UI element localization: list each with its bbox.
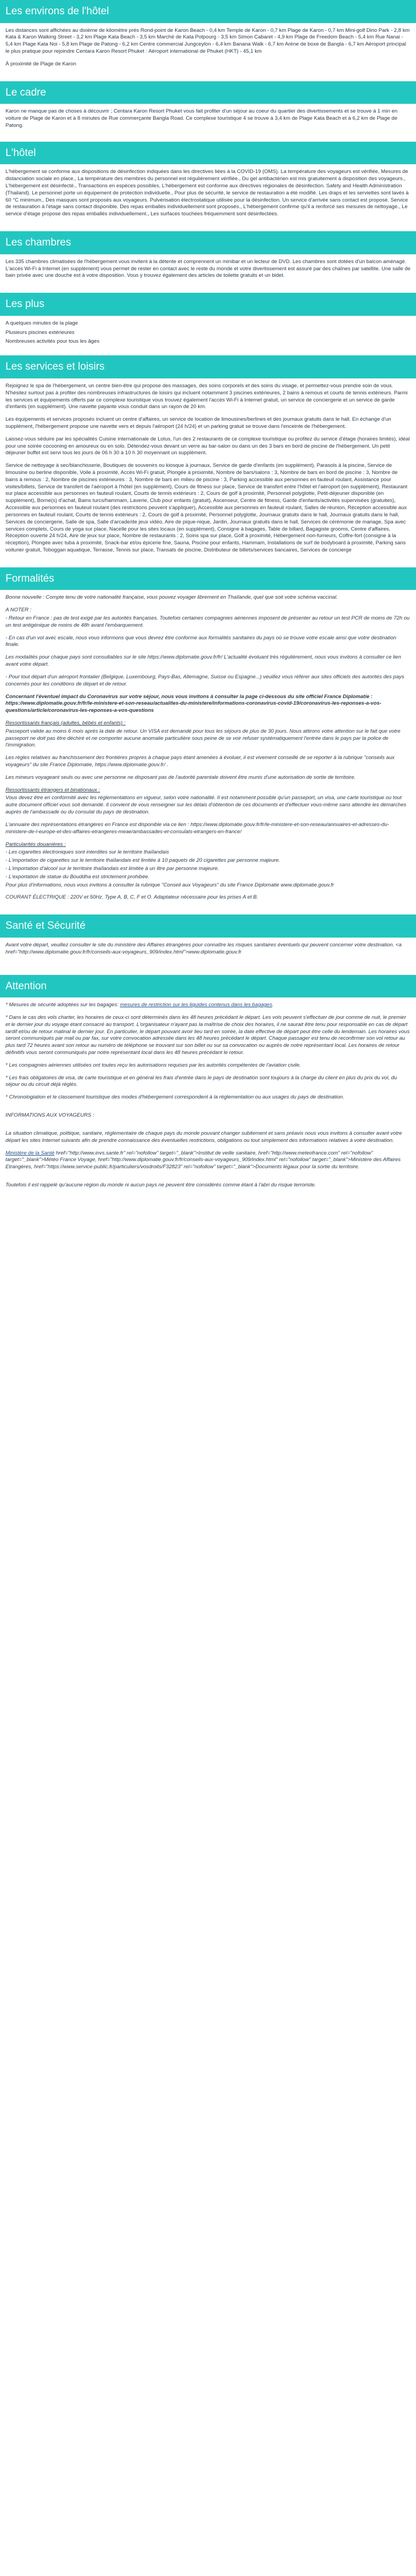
attention-info-voyageurs: INFORMATIONS AUX VOYAGEURS :: [5, 1112, 94, 1119]
formalites-intro: Bonne nouvelle : Compte tenu de votre nationalité française, vous pouvez voyager librement en Thaïlande, quel que soit votre schéma vaccinal.: [5, 594, 338, 601]
attention-situation: La situation climatique, politique, sanitaire, réglementaire de chaque pays du monde pouvant changer subitement et sans préavis nous vous invitons à consulter avant votre départ les sites Internet suivants afin de prendre connaissance des éventuelles restrictions, obligations ou tout simplement des informations relatives à votre destination.: [5, 1130, 402, 1144]
attention-frais: * Les frais obligatoires de visa, de carte touristique et en général les frais d'entrée dans le pays de destination sont toujours à la charge du client en plus du prix du vol, du séjour ou du circuit déjà réglés.: [5, 1074, 397, 1088]
section-plus: [0, 293, 416, 355]
section-attention: [0, 975, 416, 1202]
section-title-services: Les services et loisirs: [0, 355, 416, 378]
services-spa: Rejoignez le spa de l'hébergement, un centre bien-être qui propose des massages, des soins corporels et des soins du visage, et permettez-vous prendre soin de vous. N'hésitez surtout pas à profiter des nombreuses infrastructures de loisirs qui incluent notamment 3 piscines extérieures, 2 bains à remous et courts de tennis extérieurs. Parmi les services et équipements offerts par ce complexe touristique vous trouvez également l'accès Wi-Fi à Internet gratuit, un service de conciergerie et un service de garde d'enfants (en supplément). Une navette payante vous conduit dans un rayon de 20 km.: [5, 382, 408, 410]
formalites-heading-douane: Particularités douanières :: [5, 841, 66, 847]
attention-hebergement: * Chronologiation et le classement touristique des modes d'hébergement correspondent à la réglementation ou aux usages du pays de destination.: [5, 1094, 345, 1101]
list-item: Nombreuses activités pour tous les âges: [5, 338, 100, 345]
section-services: [0, 355, 416, 567]
section-title-environs: Les environs de l'hôtel: [0, 0, 416, 23]
page: [0, 0, 416, 1202]
formalites-note-label: A NOTER :: [5, 607, 32, 614]
attention-bagages: [5, 1002, 411, 1009]
formalites-heading-francais: Ressortissants français (adultes, bébés et enfants) :: [5, 720, 126, 726]
cadre-text: Karon ne manque pas de choses à découvrir ; Centara Karon Resort Phuket vous fait profiter d'un séjour au coeur du quartier des divertissements et se trouve à 1 min en voiture de Plage de Karon et à 8 minutes de Rue commerçante Bangla Road. Ce complexe touristique 4 se trouve à 3,4 km de Plage Kata Beach et à 6,2 km de Plage de Patong.: [5, 108, 398, 129]
formalites-douane-2: - L'importation de cigarettes sur le territoire thaïlandais est limitée à 10 paquets de 20 cigarettes par personne majeure.: [5, 857, 280, 864]
attention-vols-charter: * Dans le cas des vols charter, les horaires de ceux-ci sont déterminés dans les 48 heures précédant le départ. Les vols peuvent s'effectuer de jour comme de nuit, le premier et le dernier jour du voyage étant consacré au transport. L'organisateur n'ayant pas la maîtrise de choix des horaires, il ne saurait être tenu pour responsable en cas de départ tardif et/ou de retour matinal le dernier jour. En particulier, le départ pouvant avoir lieu tard en soirée, la date effective de départ peut être celle du lendemain. Les horaires vous seront communiqués par mail ou par fax, sur votre convocation adressée dans les 48 heures précédant le départ. Chaque passager est tenu de reconfirmer son vol retour au plus tard 72 heures avant son retour au numéro de téléphone se trouvant sur son billet ou sur sa convocation ou auprès de notre représentant local. Les horaires de retour définitifs vous seront communiqués par notre représentant local dans les 48 heures précédant le retour.: [5, 1014, 410, 1056]
attention-liens-text: href="http://www.invs.sante.fr" rel="nofollow" target="_blank">Institut de veille sanitaire, href="http://www.meteofrance.com" rel="nofollow" target="_blank">Météo France Voyage, href="http://www.diplomatie.gouv.fr/fr/conseils-aux-voyageurs_909/index.html" rel="nofollow" target="_blank">Ministère des Affaires Etrangères, href="https://www.service-public.fr/particuliers/vosdroits/F32823" rel="nofollow" target="_blank">Documents légaux pour la sortie du territoire.: [5, 1150, 401, 1170]
bagages-restrictions-link[interactable]: mesures de restriction sur les liquides contenus dans les bagages: [120, 1002, 272, 1008]
formalites-douane-3: - L'importation d'alcool sur le territoire thaïlandais est limitée à un litre par personne majeure.: [5, 865, 220, 872]
formalites-escale: - En cas d'un vol avec escale, nous vous informons que vous devrez être conforme aux formalités sanitaires du pays où se trouve votre escale ainsi que votre destination finale.: [5, 634, 397, 648]
environs-proximity: À proximité de Plage de Karon: [5, 60, 76, 67]
section-title-formalites: Formalités: [0, 567, 416, 590]
section-title-attention: Attention: [0, 975, 416, 998]
section-cadre: [0, 81, 416, 142]
formalites-etrangers: Vous devez être en conformité avec les réglementations en vigueur, selon votre nationalité. Il est notamment possible qu'un passeport, un visa, une carte touristique ou tout autre document officiel vous soit demandé. Il convient de vous renseigner sur les délais d'obtention de ces documents et d'effectuer vous-même sans attendre les démarches auprès de l'ambassade ou du consulat du pays de destination.: [5, 795, 407, 816]
formalites-modalites: Les modalités pour chaque pays sont consultables sur le site https://www.diplomatie.gouv.fr/fr/ L'actualité évoluant très régulièrement, nous vous invitons à consulter ce lien avant votre départ.: [5, 654, 401, 668]
attention-compagnies: * Les compagnies aériennes utilisées ont toutes reçu les autorisations requises par les autorités compétentes de l'aviation civile.: [5, 1062, 301, 1068]
section-environs: [0, 0, 416, 81]
chambres-text: Les 335 chambres climatisées de l'hébergement vous invitent à la détente et comprennent un minibar et un lecteur de DVD. Les chambres sont dotées d'un balcon aménagé. L'accès Wi-Fi à Internet (en supplément) vous permet de rester en contact avec le reste du monde et votre divertissement est assuré par des chaînes par satellite. Une salle de bain privée avec une douche est à votre disposition. Vous y trouvez également des articles de toilette gratuits et un bidet.: [5, 258, 411, 279]
services-list: Service de nettoyage à sec/blanchisserie, Boutiques de souvenirs ou kiosque à journaux, Service de garde d'enfants (en supplément), Parasols à la piscine, Service de limousine ou berline disponible, Voile à proximité, Accès Wi-Fi gratuit, Plongée à proximité, Nombre de bars/salons : 3, Nombre de bars en bord de piscine : 3, Nombre de bains à remous : 2, Nombre de piscines extérieures : 3, Nombre de bars en milieu de piscine : 3, Parking accessible aux personnes en fauteuil roulant, Assistance pour visites/billets, Service de transfert de l'aéroport à l'hôtel (en supplément), Cours de fitness sur place, Service de transfert entre l'hôtel et l'aéroport (en supplément), Restaurant sur place accessible aux personnes en fauteuil roulant, Courts de tennis extérieurs : 2, Cours de golf à proximité, Personnel polyglotte, Petit-déjeuner disponible (en supplément), Borne(s) d'achat, Bains turcs/hammam, Laverie, Club pour enfants (gratuit), Ascenseur, Centre de fitness, Garde d'enfants/activités supervisées (gratuites), Accessible aux personnes en fauteuil roulant (des restrictions peuvent s'appliquer), Accessible aux personnes en fauteuil roulant, Salles de réunion, Réception accessible aux personnes en fauteuil roulant, Courts de tennis extérieurs : 2, Cours de golf à proximité, Personnel polyglotte, Journaux gratuits dans le hall, Journaux gratuits dans le hall, Services de conciergerie, Salle de spa, Salle d'arcade/de jeux vidéo, Aire de pique-nique, Jardin, Journaux gratuits dans le hall, Services de cérémonie de mariage, Spa avec services complets, Cours de yoga sur place, Nacelle pour les sites locaux (en supplément), Consigne à bagages, Table de billard, Bagagiste grooms, Centre d'affaires, Réception ouverte 24 h/24, Aire de jeux sur place, Nombre de restaurants : 2, Soins spa sur place, Golf à proximité, Hébergement non-fumeurs, Coffre-fort (consigne à la réception), Plongée avec tuba à proximité, Snack-bar et/ou épicerie fine, Sauna, Piscine pour enfants, Hammam, Installations de surf de bodyboard à proximité, Parking sans voiturier gratuit, Toboggan aquatique, Terrasse, Tennis sur place, Transats de piscine, Distributeur de billets/services bancaires, Services de concierge: [5, 462, 408, 553]
formalites-douane-4: - L'exportation de statue du Bouddha est strictement prohibée.: [5, 873, 150, 880]
section-title-hotel: L'hôtel: [0, 142, 416, 165]
section-sante: [0, 915, 416, 974]
sante-text: Avant votre départ, veuillez consulter le site du ministère des Affaires étrangères pour connaître les risques sanitaires éventuels qui peuvent concerner votre destination. <a href="http://www.diplomatie.gouv.fr/fr/conseils-aux-voyageurs_909/index.html">www.diplomatie.gouv.fr: [5, 941, 402, 955]
environs-distances: Les distances sont affichées au dixième de kilomètre près Rond-point de Karon Beach - 0,4 km Temple de Karon - 0,7 km Plage de Karon - 0,7 km Mini-golf Dino Park - 2,8 km Kata & Karon Walking Street - 3,2 km Plage Kata Beach - 3,5 km Marché de Kata Potpourg - 3,5 km Simon Cabaret - 4,9 km Plage de Freedom Beach - 5,4 km Rue Nanai - 5,4 km Plage Kata Noi - 5,8 km Plage de Patong - 6,2 km Centre commercial Jungceylon - 6,4 km Banana Walk - 6,7 km Arène de boxe de Bangla - 6,7 km Aéroport principal le plus pratique pour rejoindre Centara Karon Resort Phuket : Aéroport international de Phuket (HKT) - 45,1 km: [5, 27, 410, 55]
formalites-frontieres: Les règles relatives au franchissement des frontières propres à chaque pays étant amenées à évoluer, il est vivement conseillé de se reporter à la rubrique "conseils aux voyageurs" du site France Diplomatie, https://www.diplomatie.gouv.fr/ .: [5, 755, 395, 768]
formalites-passeport: Passeport valide au moins 6 mois après la date de retour. Un VISA est demandé pour tous les séjours de plus de 30 jours. Nous attirons votre attention sur le fait que votre passeport ne doit pas être déchiré et ne comporter aucune anomalie particulière sous peine de se voir refuser systématiquement l'entrée dans le pays par la police de l'immigration.: [5, 728, 401, 749]
services-restaurant: Laissez-vous séduire par les spécialités Cuisine internationale de Lotus, l'un des 2 restaurants de ce complexe touristique ou profitez du service d'étage (horaires limités), idéal pour une soirée cocooning en amoureux ou en solo. Détendez-vous devant un verre au bar-salon ou dans un des 3 bars en bord de piscine de l'hébergement. Un petit déjeuner buffet est servi tous les jours de 06 h 30 à 10 h 30 moyennant un supplément.: [5, 436, 410, 456]
services-equipment: Les équipements et services proposés incluent un centre d'affaires, un service de location de limousines/berlines et des journaux gratuits dans le hall. En échange d'un supplément, l'hébergement propose une navette vers et depuis l'aéroport (24 h/24) et un parking gratuit se trouve dans l'enceinte de l'hébergement.: [5, 416, 391, 430]
list-item: A quelques minutes de la plage: [5, 320, 78, 326]
attention-liens: [5, 1150, 411, 1171]
attention-terrorisme: Toutefois il est rappelé qu'aucune région du monde ni aucun pays ne peuvent être considérés comme étant à l'abri du risque terroriste.: [5, 1181, 316, 1188]
section-hotel: [0, 142, 416, 231]
section-chambres: [0, 231, 416, 293]
formalites-courant: COURANT ÉLECTRIQUE : 220V et 50Hz. Type A, B, C, F et O. Adaptateur nécessaire pour les prises A et B.: [5, 894, 258, 901]
attention-bagages-lead: * Mesures de sécurité adoptées sur les bagages:: [5, 1002, 120, 1008]
formalites-heading-etrangers: Ressortissants étrangers et binationaux :: [5, 787, 100, 793]
section-title-cadre: Le cadre: [0, 81, 416, 104]
section-title-sante: Santé et Sécurité: [0, 915, 416, 938]
formalites-annuaire: L'annuaire des représentations étrangères en France est disponible via ce lien : https://www.diplomatie.gouv.fr/fr/le-ministere-et-son-reseau/annuaires-et-adresses-du-ministere-de-l-europe-et-des-affaires-etrangeres-meae/ambassades-et-consulats-etrangers-en-france/: [5, 821, 389, 835]
formalites-conseil: Pour plus d'informations, nous vous invitons à consulter la rubrique "Conseil aux Voyageurs" du site France Diplomatie www.diplomatie.gouv.fr: [5, 882, 334, 888]
hotel-text: L'hébergement se conforme aux dispositions de désinfection indiquées dans les directives liées à la COVID-19 (OMS). La température des voyageurs est vérifiée, Mesures de distanciation sociale en place., La température des membres du personnel est régulièrement vérifiée., Du gel antibactérien est mis gratuitement à disposition des voyageurs., L'hébergement est désinfecté., Transactions en espèces possibles, L'hébergement est conforme aux directives régionales de désinfection. Safety and Health Administration (Thailand). Le personnel porte un équipement de protection individuelle., Pour plus de sécurité, le service de restauration a été modifié. Les draps et les serviettes sont lavés à 60 °C minimum., Des masques sont proposés aux voyageurs. Pulvérisation électrostatique utilisée pour la désinfection. Un service d'arrivée sans contact est proposé. Service de restauration à l'étage sans contact disponible. Des repas emballés individuellement sont proposés., L'hébergement confirme qu'il a renforcé ses mesures de nettoyage., Le service d'étage propose des repas emballés individuellement., Les surfaces touchées fréquemment sont désinfectées.: [5, 169, 409, 218]
section-title-plus: Les plus: [0, 293, 416, 316]
formalites-douane-1: - Les cigarettes électroniques sont interdites sur le territoire thaïlandais: [5, 849, 169, 856]
formalites-coronavirus: Concernant l'éventuel impact du Coronavirus sur votre séjour, nous vous invitons à consulter la page ci-dessous du site officiel France Diplomatie : https://www.diplomatie.gouv.fr/fr/le-ministere-et-son-reseau/actualites-du-ministere/informations-coronavirus-covid-19/coronavirus-les-reponses-a-vos-questions/article/coronavirus-les-reponses-a-vos-questions: [5, 693, 381, 714]
attention-bagages-tail: .: [272, 1002, 274, 1008]
section-title-chambres: Les chambres: [0, 231, 416, 254]
formalites-mineurs: Les mineurs voyageant seuls ou avec une personne ne disposant pas de l'autorité parentale doivent être munis d'une autorisation de sortie de territoire.: [5, 774, 356, 780]
list-item: Plusieurs piscines extérieures: [5, 329, 75, 336]
formalites-frontalier: - Pour tout départ d'un aéroport frontalier (Belgique, Luxembourg, Pays-Bas, Allemagne, Suisse ou Espagne...) veuillez vous référer aux sites officiels des autorités des pays concernés pour les conditions de départ et de retour.: [5, 673, 404, 687]
section-formalites: [0, 567, 416, 915]
formalites-retour: - Retour en France : pas de test exigé par les autorités françaises. Toutefois certaines compagnies aériennes imposent de présenter au retour un test PCR de moins de 72h ou un test antigénique de moins de 48h avant l'embarquement.: [5, 615, 410, 628]
ministere-sante-link[interactable]: Ministère de la Santé: [5, 1150, 55, 1156]
